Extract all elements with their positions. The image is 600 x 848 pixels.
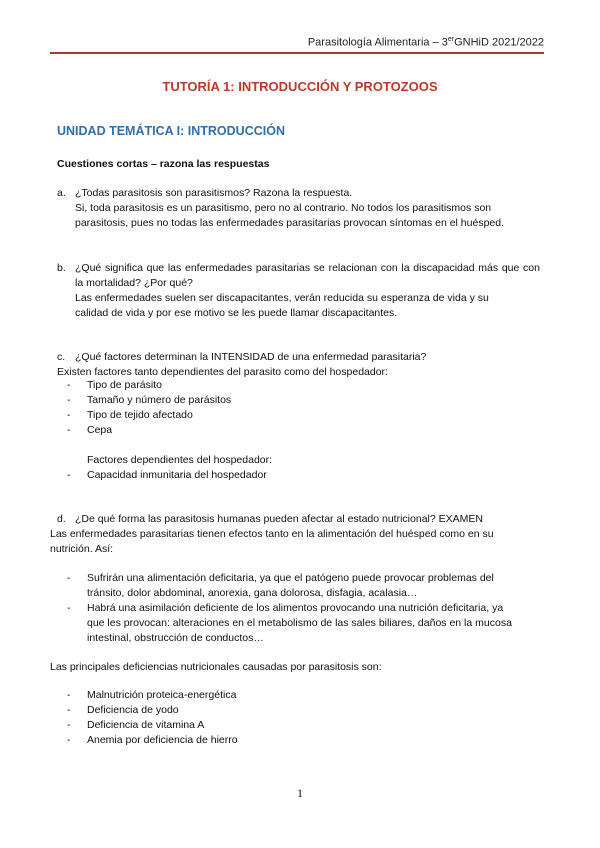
answer-line: calidad de vida y por ese motivo se les puede llamar discapacitantes. bbox=[75, 307, 398, 319]
parasite-factors-list bbox=[67, 378, 231, 438]
question-text: ¿Todas parasitosis son parasitismos? Razona la respuesta. bbox=[75, 187, 353, 199]
list-item: - Deficiencia de vitamina A bbox=[67, 718, 238, 733]
question-label: d. bbox=[57, 513, 66, 525]
host-factors-list bbox=[67, 468, 267, 483]
question-label: a. bbox=[57, 187, 66, 199]
section-subtitle: Cuestiones cortas – razona las respuestas bbox=[57, 158, 270, 170]
running-header: Parasitología Alimentaria – 3erGNHiD 2021/2022 bbox=[307, 36, 544, 49]
deficiencies-intro: Las principales deficiencias nutricionales causadas por parasitosis son: bbox=[50, 661, 382, 673]
list-item: - Anemia por deficiencia de hierro bbox=[67, 733, 238, 748]
list-item: - Deficiencia de yodo bbox=[67, 703, 238, 718]
question-text: ¿Qué factores determinan la INTENSIDAD de una enfermedad parasitaria? bbox=[75, 351, 427, 363]
page-number: 1 bbox=[297, 786, 303, 800]
list-item: - Tipo de parásito bbox=[67, 378, 231, 393]
list-item: - Tamaño y número de parásitos bbox=[67, 393, 231, 408]
answer-intro: Existen factores tanto dependientes del parasito como del hospedador: bbox=[57, 366, 388, 378]
answer-line: Las enfermedades suelen ser discapacitantes, verán reducida su esperanza de vida y su bbox=[75, 292, 489, 304]
deficiencies-list bbox=[67, 688, 238, 748]
list-item: - Cepa bbox=[67, 423, 231, 438]
list-item: - Habrá una asimilación deficiente de los alimentos provocando una nutrición deficitaria, ya que les provocan: alteraciones en el metabolismo de las sales biliares, daños en la mucosa intestinal, obstrucción de conductos… bbox=[67, 601, 512, 646]
list-item: - Tipo de tejido afectado bbox=[67, 408, 231, 423]
host-factors-heading: Factores dependientes del hospedador: bbox=[87, 454, 273, 466]
question-text: ¿De qué forma las parasitosis humanas pueden afectar al estado nutricional? EXAMEN bbox=[75, 513, 483, 525]
answer-line: nutrición. Así: bbox=[50, 543, 114, 555]
answer-line: Las enfermedades parasitarias tienen efectos tanto en la alimentación del huésped como en su bbox=[50, 528, 494, 540]
header-rule bbox=[50, 52, 544, 54]
nutrition-effects-list bbox=[67, 571, 512, 646]
list-item: - Malnutrición proteica-energética bbox=[67, 688, 238, 703]
list-item: - Capacidad inmunitaria del hospedador bbox=[67, 468, 267, 483]
unit-heading: UNIDAD TEMÁTICA I: INTRODUCCIÓN bbox=[57, 124, 285, 138]
question-label: c. bbox=[57, 351, 66, 363]
question-text: ¿Qué significa que las enfermedades parasitarias se relacionan con la discapacidad más que con la mortalidad? ¿Por qué? bbox=[75, 262, 540, 289]
list-item: - Sufrirán una alimentación deficitaria, ya que el patógeno puede provocar problemas del tránsito, dolor abdominal, anorexia, gana dolorosa, disfagia, acalasia… bbox=[67, 571, 512, 601]
answer-line: parasitosis, pues no todas las enfermedades parasitarias provocan síntomas en el huésped. bbox=[75, 217, 505, 229]
question-label: b. bbox=[57, 262, 66, 274]
answer-line: Si, toda parasitosis es un parasitismo, pero no al contrario. No todos los parasitismos son bbox=[75, 202, 492, 214]
document-title: TUTORÍA 1: INTRODUCCIÓN Y PROTOZOOS bbox=[162, 79, 438, 94]
